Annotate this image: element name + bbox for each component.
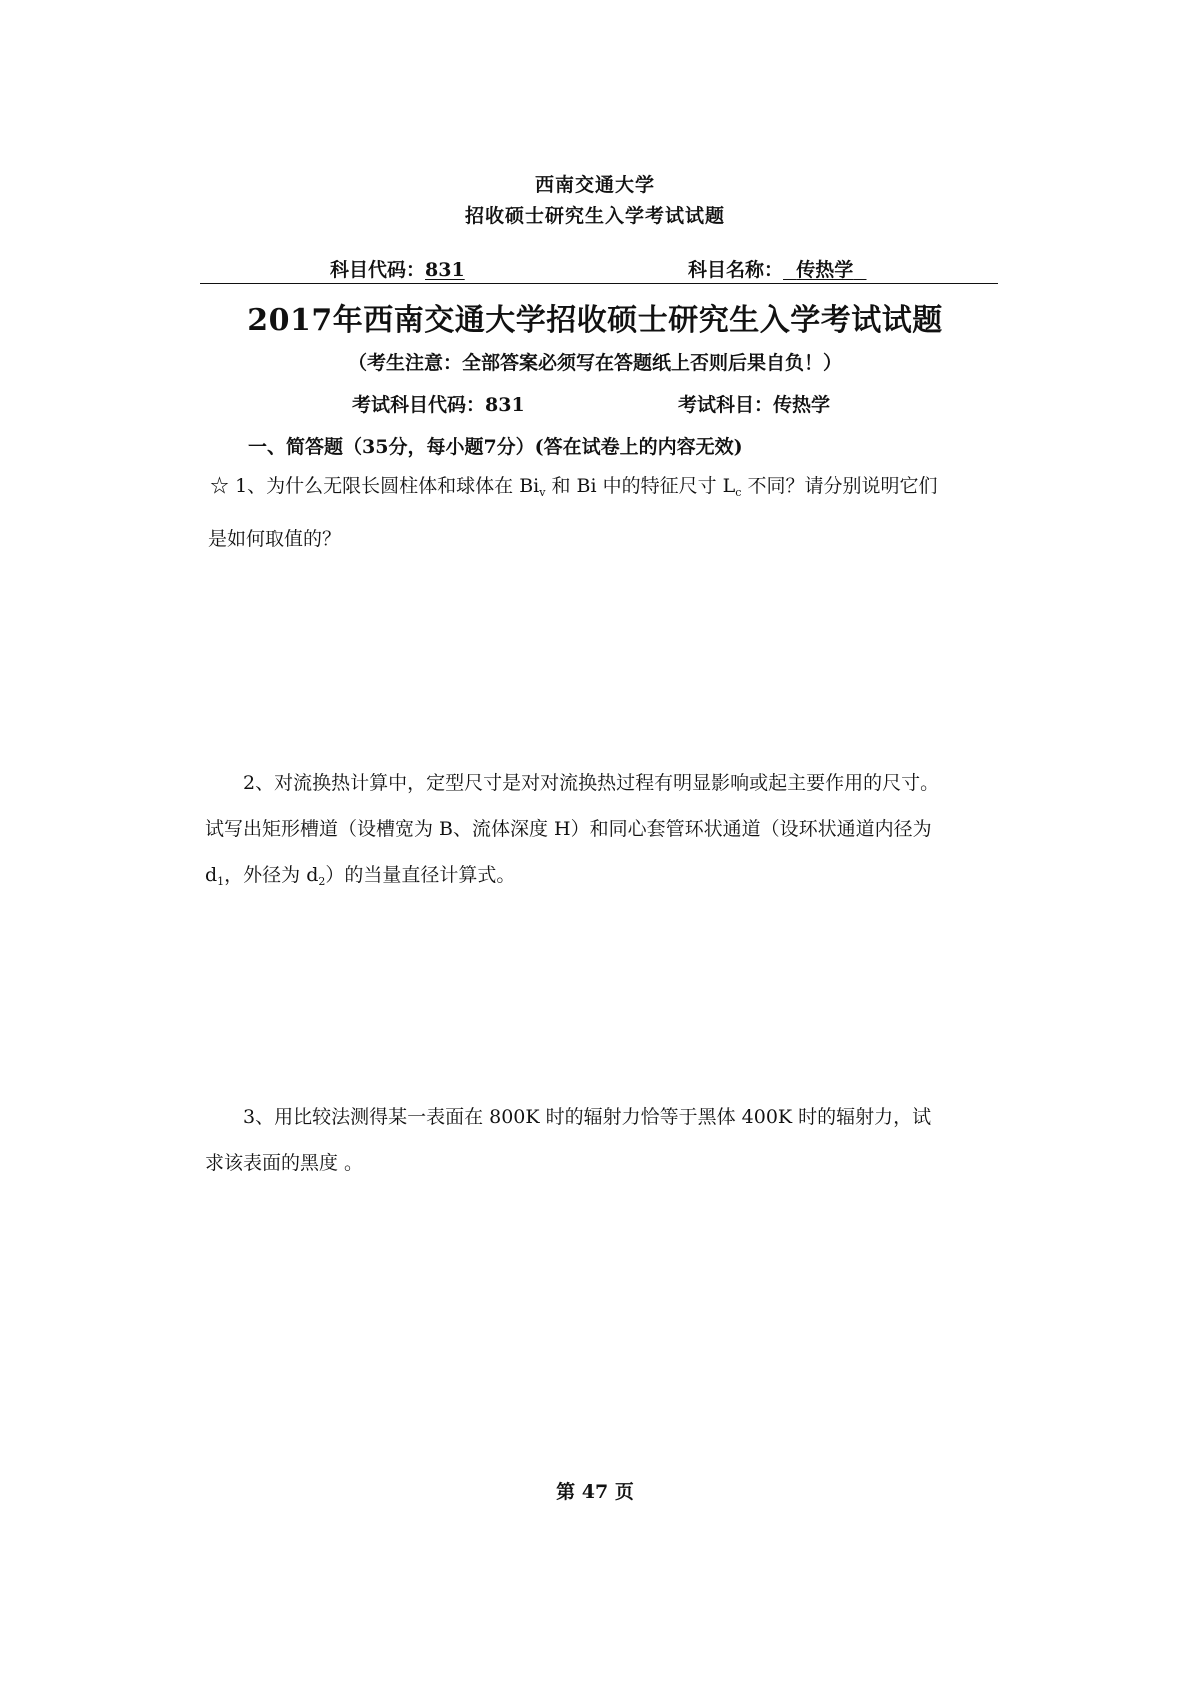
subject-code [330, 255, 465, 282]
question-1 [210, 463, 1000, 562]
question-1-text-c: 不同？请分别说明它们 [741, 475, 938, 497]
header-divider [200, 283, 998, 284]
question-3 [205, 1094, 1000, 1186]
question-2 [205, 760, 1000, 905]
exam-subject-code: 考试科目代码：831 [352, 394, 525, 416]
question-1-text-a: 1、为什么无限长圆柱体和球体在 Bi [235, 475, 540, 497]
subject-name [688, 255, 867, 282]
page-number: 第 47 页 [556, 1481, 634, 1503]
question-2-line-3 [205, 852, 1000, 905]
question-3-line-1: 3、用比较法测得某一表面在 800K 时的辐射力恰等于黑体 400K 时的辐射力，试 [243, 1106, 932, 1128]
question-1-text-b: 和 Bi 中的特征尺寸 L [545, 475, 736, 497]
question-2-line-2: 试写出矩形槽道（设槽宽为 B、流体深度 H）和同心套管环状通道（设环状通道内径为 [205, 818, 932, 840]
page-title: 2017年西南交通大学招收硕士研究生入学考试试题 [247, 303, 943, 338]
bi-subscript: v [539, 486, 546, 499]
subject-code-label: 科目代码： [330, 259, 426, 281]
exam-subject-name: 考试科目：传热学 [678, 394, 831, 416]
question-2-text-mid: ，外径为 d [224, 864, 319, 886]
d2-subscript: 2 [318, 875, 326, 888]
question-2-line-1: 2、对流换热计算中，定型尺寸是对对流换热过程有明显影响或起主要作用的尺寸。 [243, 772, 940, 794]
subject-code-value: 831 [425, 259, 465, 281]
question-1-line-2: 是如何取值的？ [208, 528, 342, 550]
exam-notice: （考生注意：全部答案必须写在答题纸上否则后果自负！） [347, 352, 842, 374]
d-symbol: d [205, 864, 218, 886]
star-icon: ☆ [210, 475, 230, 497]
subject-name-label: 科目名称： [688, 259, 784, 281]
lc-subscript: c [735, 486, 742, 499]
section-heading: 一、简答题（35分，每小题7分）(答在试卷上的内容无效) [248, 436, 743, 458]
d1-subscript: 1 [217, 875, 225, 888]
question-3-line-2: 求该表面的黑度 。 [205, 1152, 364, 1174]
question-1-line-1 [210, 463, 1000, 516]
exam-subtitle: 招收硕士研究生入学考试试题 [464, 205, 725, 227]
subject-name-value: 传热学 [796, 259, 854, 281]
university-name: 西南交通大学 [534, 174, 655, 196]
question-2-text-end: ）的当量直径计算式。 [325, 864, 516, 886]
